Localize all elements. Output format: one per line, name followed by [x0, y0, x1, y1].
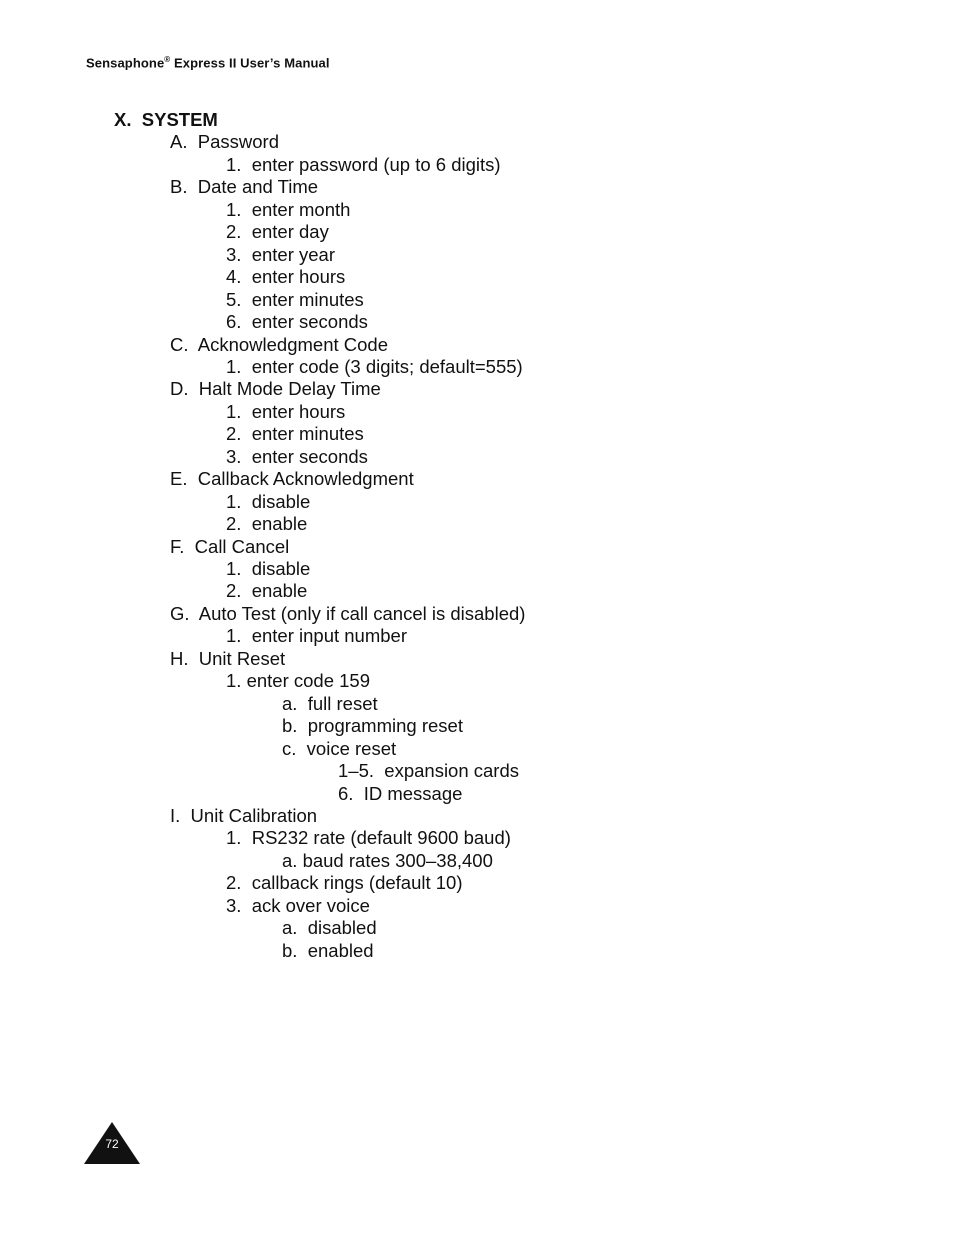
- outline-item: 6. enter seconds: [226, 311, 368, 333]
- outline-item: 4. enter hours: [226, 266, 346, 288]
- outline-item: 1. enter code 159: [226, 670, 370, 692]
- outline-item: 2. enable: [226, 513, 308, 535]
- outline-item: 3. enter seconds: [226, 445, 368, 467]
- outline-item: G. Auto Test (only if call cancel is disabled): [170, 602, 526, 624]
- outline-item: I. Unit Calibration: [170, 804, 318, 826]
- outline-item: C. Acknowledgment Code: [170, 333, 389, 355]
- outline-item: 1–5. expansion cards: [338, 760, 520, 782]
- outline-item: 1. enter hours: [226, 400, 346, 422]
- outline-item: B. Date and Time: [170, 176, 319, 198]
- running-header: [86, 55, 330, 70]
- outline-item: 6. ID message: [338, 782, 463, 804]
- outline-item: a. baud rates 300–38,400: [282, 849, 493, 871]
- outline-item: a. disabled: [282, 917, 377, 939]
- page-number: 72: [105, 1137, 119, 1151]
- outline-item: D. Halt Mode Delay Time: [170, 378, 381, 400]
- outline-item: 1. enter code (3 digits; default=555): [226, 355, 523, 377]
- outline-item: F. Call Cancel: [170, 535, 290, 557]
- outline-item: 3. enter year: [226, 243, 336, 265]
- outline-item: a. full reset: [282, 692, 378, 714]
- outline-item: 2. callback rings (default 10): [226, 872, 463, 894]
- outline-item: b. programming reset: [282, 715, 463, 737]
- header-title: Express II User’s Manual: [170, 55, 330, 71]
- section-heading: X. SYSTEM: [114, 109, 218, 130]
- outline-item: 2. enter minutes: [226, 423, 364, 445]
- outline-item: 1. enter month: [226, 198, 351, 220]
- outline-item: H. Unit Reset: [170, 647, 286, 669]
- outline-item: 2. enter day: [226, 221, 329, 243]
- outline-item: 1. disable: [226, 490, 311, 512]
- outline-item: b. enabled: [282, 939, 374, 961]
- outline-item: 3. ack over voice: [226, 894, 370, 916]
- outline-item: 1. RS232 rate (default 9600 baud): [226, 827, 511, 849]
- registered-mark: ®: [164, 55, 171, 64]
- outline-item: 5. enter minutes: [226, 288, 364, 310]
- header-brand: Sensaphone: [86, 55, 165, 71]
- outline-item: 1. enter password (up to 6 digits): [226, 153, 501, 175]
- outline-item: c. voice reset: [282, 737, 397, 759]
- outline-item: 1. disable: [226, 558, 311, 579]
- outline-item: A. Password: [170, 131, 279, 153]
- outline-item: 1. enter input number: [226, 625, 407, 647]
- outline-item: 2. enable: [226, 580, 308, 602]
- outline-item: E. Callback Acknowledgment: [170, 468, 414, 490]
